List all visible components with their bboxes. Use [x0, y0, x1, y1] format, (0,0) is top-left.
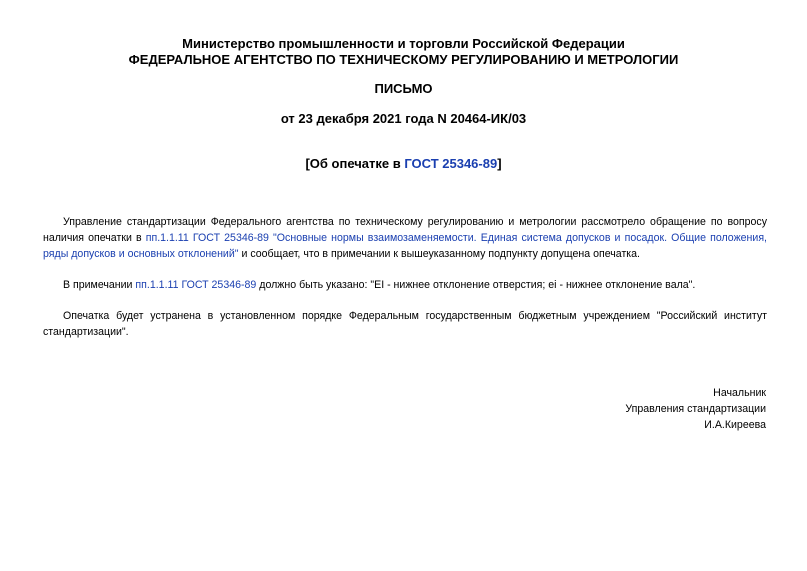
signature-name: И.А.Киреева: [704, 419, 766, 431]
paragraph-3: Опечатка будет устранена в установленном порядке Федеральным государственным бюджетным учреждением "Российский институт стандартизации".: [43, 310, 767, 338]
paragraph-1: [43, 214, 767, 262]
document-type: ПИСЬМО: [374, 81, 433, 96]
paragraph-2: [43, 277, 767, 293]
paragraph-2-link[interactable]: пп.1.1.11 ГОСТ 25346-89: [135, 279, 257, 291]
paragraph-1-link[interactable]: пп.1.1.11 ГОСТ 25346-89 "Основные нормы взаимозаменяемости. Единая система допусков и посадок. Общие положения, ряды допусков и основных отклонений": [43, 232, 767, 260]
subject-line: [0, 156, 807, 172]
paragraph-2-text-b: должно быть указано: "EI - нижнее отклонение отверстия; ei - нижнее отклонение вала".: [256, 279, 696, 291]
paragraph-1-text-a: Управление стандартизации Федерального агентства по техническому регулированию и метрологии рассмотрело обращение по вопросу наличия опечатки в: [43, 216, 767, 244]
ministry-title: Министерство промышленности и торговли Российской Федерации: [182, 36, 625, 51]
date-number: от 23 декабря 2021 года N 20464-ИК/03: [280, 111, 527, 126]
subject-prefix: [Об опечатке в: [305, 156, 405, 171]
subject-suffix: ]: [497, 156, 502, 171]
signature-department: Управления стандартизации: [625, 403, 766, 415]
paragraph-2-text-a: В примечании: [63, 279, 136, 291]
signature-title: Начальник: [713, 387, 766, 399]
gost-link[interactable]: ГОСТ 25346-89: [404, 156, 498, 171]
agency-title: ФЕДЕРАЛЬНОЕ АГЕНТСТВО ПО ТЕХНИЧЕСКОМУ РЕГУЛИРОВАНИЮ И МЕТРОЛОГИИ: [128, 52, 679, 67]
paragraph-1-text-b: и сообщает, что в примечании к вышеуказанному подпункту допущена опечатка.: [238, 248, 641, 260]
